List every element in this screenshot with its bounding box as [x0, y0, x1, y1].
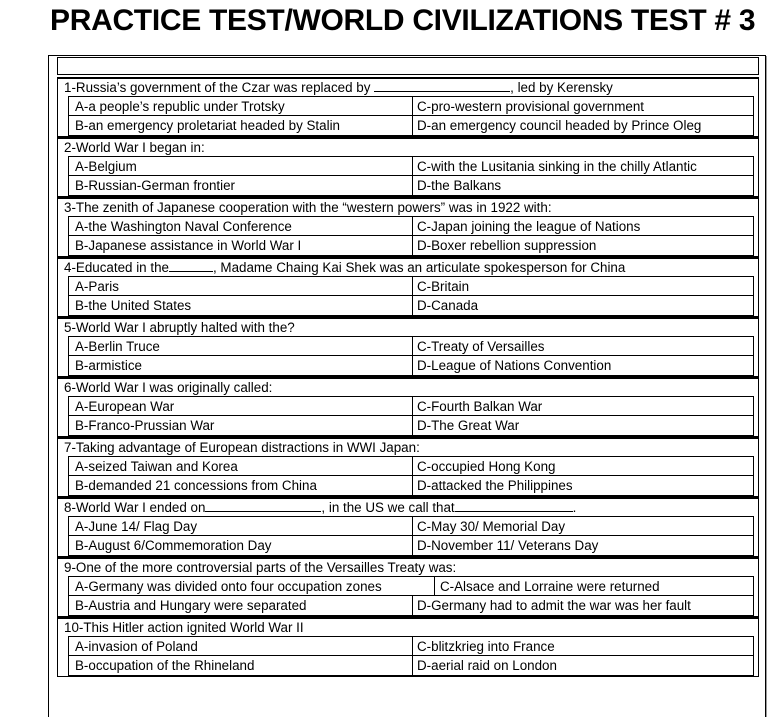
- answer-option[interactable]: B-August 6/Commemoration Day: [75, 538, 272, 553]
- answer-option[interactable]: B-Franco-Prussian War: [75, 418, 215, 433]
- column-divider: [412, 116, 413, 135]
- answer-option[interactable]: A-Germany was divided onto four occupation zones: [75, 579, 382, 594]
- question-label-start: 1-Russia’s government of the Czar was replaced by: [64, 80, 375, 95]
- question-label-start: 8-World War I ended on: [64, 500, 206, 515]
- question-block: [57, 197, 759, 257]
- question-text: [58, 619, 758, 636]
- answer-option[interactable]: B-Russian-German frontier: [75, 178, 235, 193]
- question-text: [58, 319, 758, 336]
- answer-option[interactable]: A-Belgium: [75, 159, 137, 174]
- column-divider: [412, 157, 413, 175]
- question-label: 6-World War I was originally called:: [64, 380, 273, 395]
- answer-row: [68, 636, 754, 656]
- question-text: [58, 199, 758, 216]
- column-divider: [412, 656, 413, 675]
- question-text: [58, 439, 758, 456]
- question-text: [58, 379, 758, 396]
- answer-option[interactable]: D-Canada: [417, 298, 479, 313]
- answer-option[interactable]: C-Fourth Balkan War: [417, 399, 543, 414]
- answer-option[interactable]: D-November 11/ Veterans Day: [417, 538, 599, 553]
- column-divider: [412, 277, 413, 295]
- question-label-end: , in the US we call that: [321, 500, 455, 515]
- answer-option[interactable]: C-Japan joining the league of Nations: [417, 219, 641, 234]
- answer-row: [68, 536, 754, 556]
- column-divider: [412, 97, 413, 115]
- question-text: [58, 139, 758, 156]
- answer-option[interactable]: B-armistice: [75, 358, 142, 373]
- answer-option[interactable]: C-blitzkrieg into France: [417, 639, 555, 654]
- column-divider: [412, 517, 413, 535]
- answer-option[interactable]: A-Berlin Truce: [75, 339, 160, 354]
- answer-option[interactable]: A-Paris: [75, 279, 119, 294]
- answer-option[interactable]: D-aerial raid on London: [417, 658, 557, 673]
- header-blank-row: [57, 57, 759, 75]
- answer-option[interactable]: C-with the Lusitania sinking in the chilly Atlantic: [417, 159, 697, 174]
- question-block: [57, 437, 759, 497]
- question-label: 3-The zenith of Japanese cooperation with the “western powers” was in 1922 with:: [64, 200, 552, 215]
- question-label: 7-Taking advantage of European distractions in WWI Japan:: [64, 440, 420, 455]
- column-divider: [434, 577, 435, 595]
- question-text: [58, 259, 758, 276]
- answer-row: [68, 456, 754, 476]
- answer-row: [68, 96, 754, 116]
- answer-option[interactable]: C-occupied Hong Kong: [417, 459, 556, 474]
- answer-option[interactable]: D-The Great War: [417, 418, 520, 433]
- answer-option[interactable]: A-European War: [75, 399, 175, 414]
- answer-option[interactable]: D-the Balkans: [417, 178, 502, 193]
- column-divider: [412, 337, 413, 355]
- column-divider: [412, 217, 413, 235]
- question-label-end: , Madame Chaing Kai Shek was an articulate spokesperson for China: [212, 260, 626, 275]
- question-block: [57, 137, 759, 197]
- question-block: [57, 617, 759, 677]
- answer-row: [68, 236, 754, 256]
- answer-row: [68, 396, 754, 416]
- page-edge-line: [766, 56, 767, 717]
- question-block: [57, 77, 759, 137]
- question-label: 5-World War I abruptly halted with the?: [64, 320, 295, 335]
- answer-row: [68, 476, 754, 496]
- answer-option[interactable]: A-June 14/ Flag Day: [75, 519, 198, 534]
- answer-row: [68, 336, 754, 356]
- answer-option[interactable]: B-occupation of the Rhineland: [75, 658, 255, 673]
- column-divider: [412, 596, 413, 615]
- column-divider: [412, 176, 413, 195]
- question-text: [58, 499, 758, 516]
- answer-option[interactable]: A-the Washington Naval Conference: [75, 219, 292, 234]
- answer-row: [68, 576, 754, 596]
- answer-row: [68, 156, 754, 176]
- column-divider: [412, 476, 413, 495]
- question-label: 2-World War I began in:: [64, 140, 205, 155]
- column-divider: [412, 356, 413, 375]
- column-divider: [412, 637, 413, 655]
- question-block: [57, 497, 759, 557]
- answer-option[interactable]: A-invasion of Poland: [75, 639, 198, 654]
- column-divider: [412, 536, 413, 555]
- answer-option[interactable]: B-Japanese assistance in World War I: [75, 238, 302, 253]
- answer-option[interactable]: C-Treaty of Versailles: [417, 339, 545, 354]
- answer-row: [68, 216, 754, 236]
- answer-option[interactable]: B-Austria and Hungary were separated: [75, 598, 307, 613]
- question-block: [57, 377, 759, 437]
- question-label: 10-This Hitler action ignited World War II: [64, 620, 304, 635]
- answer-option[interactable]: A-seized Taiwan and Korea: [75, 459, 238, 474]
- answer-option[interactable]: C-Alsace and Lorraine were returned: [440, 579, 660, 594]
- fill-in-blank[interactable]: [455, 499, 573, 512]
- answer-row: [68, 656, 754, 676]
- question-text: [58, 559, 758, 576]
- answer-row: [68, 516, 754, 536]
- column-divider: [412, 397, 413, 415]
- answer-row: [68, 176, 754, 196]
- answer-row: [68, 416, 754, 436]
- question-label-start: 4-Educated in the: [64, 260, 169, 275]
- answer-option[interactable]: D-attacked the Philippines: [417, 478, 573, 493]
- answer-row: [68, 116, 754, 136]
- column-divider: [412, 236, 413, 255]
- answer-option[interactable]: D-Boxer rebellion suppression: [417, 238, 597, 253]
- question-block: [57, 557, 759, 617]
- column-divider: [412, 296, 413, 315]
- answer-row: [68, 356, 754, 376]
- question-block: [57, 317, 759, 377]
- answer-row: [68, 596, 754, 616]
- question-text: [58, 79, 758, 96]
- fill-in-blank[interactable]: [169, 259, 213, 272]
- fill-in-blank[interactable]: [374, 79, 510, 92]
- answer-option[interactable]: D-an emergency council headed by Prince Oleg: [417, 118, 702, 133]
- fill-in-blank[interactable]: [205, 499, 321, 512]
- answer-option[interactable]: D-League of Nations Convention: [417, 358, 612, 373]
- question-label-end: , led by Kerensky: [510, 80, 613, 95]
- answer-option[interactable]: C-pro-western provisional government: [417, 99, 644, 114]
- answer-option[interactable]: C-May 30/ Memorial Day: [417, 519, 566, 534]
- question-label-tail: .: [572, 500, 577, 515]
- answer-option[interactable]: A-a people’s republic under Trotsky: [75, 99, 285, 114]
- answer-row: [68, 296, 754, 316]
- answer-option[interactable]: B-demanded 21 concessions from China: [75, 478, 317, 493]
- question-list: [57, 77, 759, 677]
- page-title: PRACTICE TEST/WORLD CIVILIZATIONS TEST # 3: [50, 4, 756, 37]
- answer-option[interactable]: D-Germany had to admit the war was her fault: [417, 598, 691, 613]
- answer-option[interactable]: B-the United States: [75, 298, 192, 313]
- column-divider: [412, 457, 413, 475]
- column-divider: [412, 416, 413, 435]
- answer-row: [68, 276, 754, 296]
- answer-option[interactable]: B-an emergency proletariat headed by Stalin: [75, 118, 340, 133]
- question-label: 9-One of the more controversial parts of the Versailles Treaty was:: [64, 560, 457, 575]
- answer-option[interactable]: C-Britain: [417, 279, 470, 294]
- question-block: [57, 257, 759, 317]
